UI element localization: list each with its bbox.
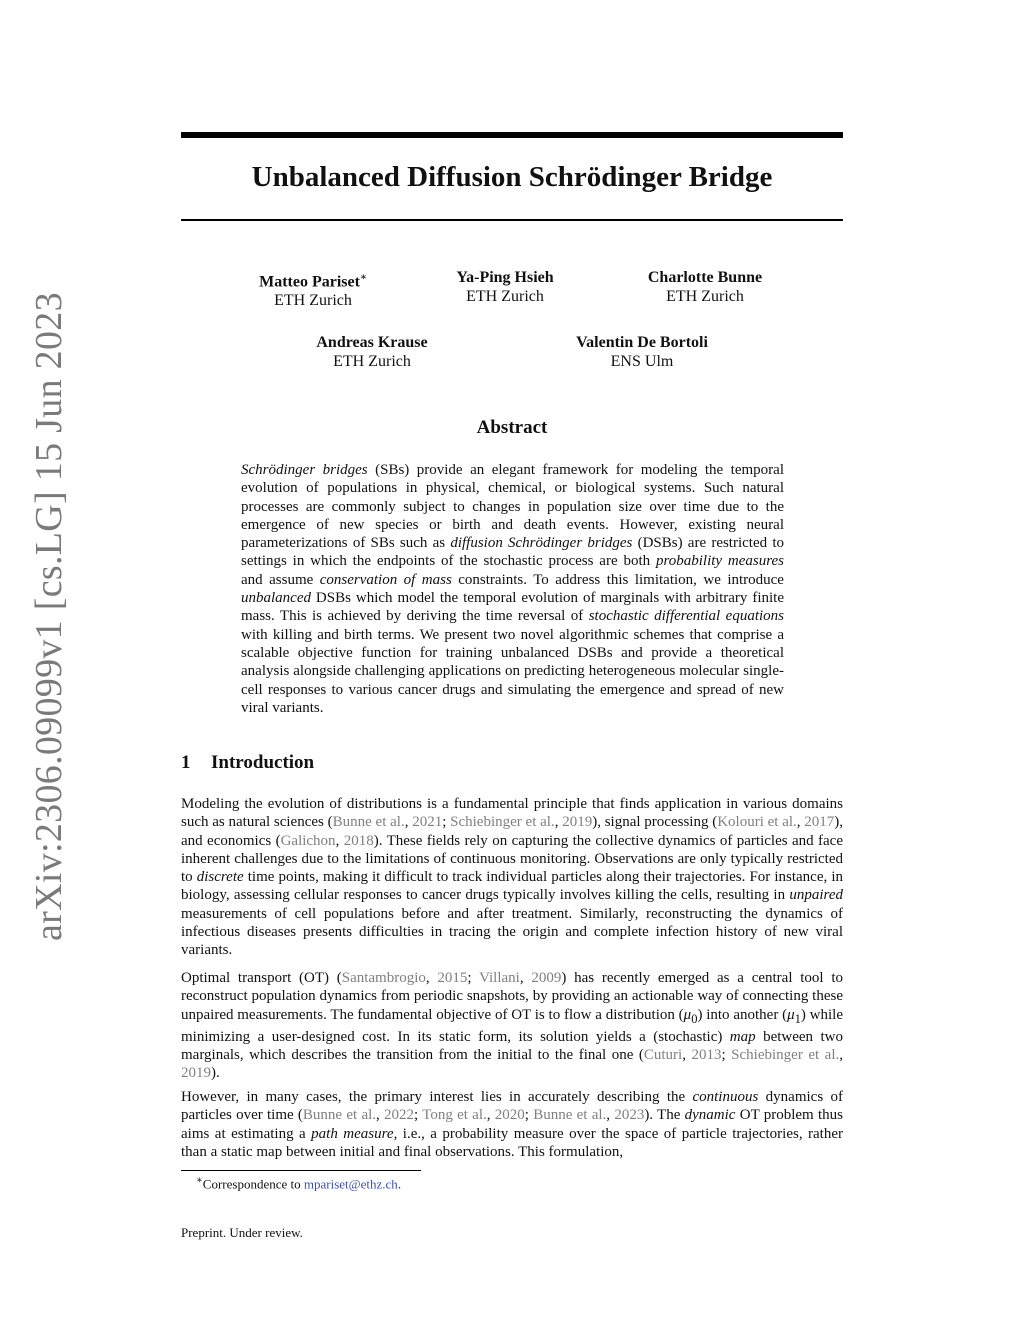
section-heading bbox=[181, 752, 314, 774]
preprint-notice: Preprint. Under review. bbox=[181, 1225, 303, 1240]
paper-title: Unbalanced Diffusion Schrödinger Bridge bbox=[251, 161, 773, 193]
author-affiliation: ETH Zurich bbox=[666, 288, 744, 305]
author-name: Matteo Pariset∗ bbox=[259, 272, 367, 291]
citation-link[interactable]: 2018 bbox=[343, 832, 374, 849]
citation-link[interactable]: 2022 bbox=[384, 1107, 415, 1124]
citation-link[interactable]: 2020 bbox=[494, 1107, 525, 1124]
author-name: Ya-Ping Hsieh bbox=[456, 269, 554, 286]
footnote: ∗Correspondence to mpariset@ethz.ch. bbox=[196, 1175, 402, 1192]
body-paragraph: Optimal transport (OT) (Santambrogio, 2015; Villani, 2009) has recently emerged as a central tool to reconstruct population dynamics from periodic snapshots, by providing an actionable way of connecting these unpaired measurements. The fundamental objective of OT is to flow a distribution $(\mu_0)$ into another $(\mu_1)$ while minimizing a user-designed cost. In its static form, its solution yields a (stochastic) map between two marginals, which describes the transition from the initial to the final one (Cuturi, 2013; Schiebinger et al., 2019). bbox=[181, 970, 844, 1082]
author-name: Valentin De Bortoli bbox=[576, 334, 708, 351]
citation-link[interactable]: Kolouri et al. bbox=[717, 814, 797, 831]
citation-link[interactable]: Schiebinger et al. bbox=[450, 814, 555, 831]
citation-link[interactable]: Villani bbox=[479, 970, 520, 986]
author-affiliation: ENS Ulm bbox=[610, 353, 674, 370]
citation-link[interactable]: Tong et al. bbox=[422, 1107, 487, 1124]
citation-link[interactable]: 2013 bbox=[691, 1047, 722, 1064]
citation-link[interactable]: Schiebinger et al. bbox=[731, 1047, 840, 1064]
section-number: 1 bbox=[181, 752, 191, 773]
footnote-rule bbox=[181, 1170, 421, 1171]
author-name: Charlotte Bunne bbox=[647, 269, 763, 286]
citation-link[interactable]: 2009 bbox=[531, 970, 562, 986]
citation-link[interactable]: Bunne et al. bbox=[302, 1107, 377, 1124]
citation-link[interactable]: Santambrogio bbox=[341, 970, 426, 986]
author-affiliation: ETH Zurich bbox=[274, 292, 352, 310]
citation-link[interactable]: 2015 bbox=[437, 970, 468, 986]
citation-link[interactable]: Bunne et al. bbox=[332, 814, 405, 831]
author-block bbox=[595, 268, 815, 306]
citation-link[interactable]: 2019 bbox=[562, 814, 593, 831]
citation-link[interactable]: 2017 bbox=[804, 814, 835, 831]
author-block bbox=[395, 268, 615, 306]
author-affiliation: ETH Zurich bbox=[466, 288, 544, 305]
citation-link[interactable]: Bunne et al. bbox=[533, 1107, 607, 1124]
body-paragraph: However, in many cases, the primary interest lies in accurately describing the continuous dynamics of particles over time (Bunne et al., 2022; Tong et al., 2020; Bunne et al., 2023). The dynamic OT problem thus aims at estimating a path measure, i.e., a probability measure over the space of particle trajectories, rather than a static map between initial and final observations. This formulation, bbox=[181, 1089, 844, 1160]
email-link[interactable]: mpariset@ethz.ch bbox=[303, 1176, 398, 1192]
author-name: Andreas Krause bbox=[316, 334, 428, 351]
citation-link[interactable]: 2019 bbox=[181, 1065, 211, 1082]
author-affiliation: ETH Zurich bbox=[333, 353, 411, 370]
title-top-rule bbox=[181, 132, 843, 138]
citation-link[interactable]: 2023 bbox=[614, 1107, 645, 1124]
citation-link[interactable]: 2021 bbox=[412, 814, 443, 831]
arxiv-identifier: arXiv:2306.09099v1 [cs.LG] 15 Jun 2023 bbox=[28, 292, 70, 941]
abstract-heading: Abstract bbox=[476, 417, 548, 438]
citation-link[interactable]: Galichon bbox=[280, 832, 336, 849]
title-bottom-rule bbox=[181, 219, 843, 221]
citation-link[interactable]: Cuturi bbox=[643, 1047, 683, 1064]
author-block bbox=[262, 333, 482, 371]
section-title: Introduction bbox=[211, 752, 315, 773]
abstract-text: Schrödinger bridges (SBs) provide an elegant framework for modeling the temporal evolution of populations in physical, chemical, or biological systems. Such natural processes are commonly subject to changes in population size over time due to the emergence of new species or birth and death events. However, existing neural parameterizations of SBs such as diffusion Schrödinger bridges (DSBs) are restricted to settings in which the endpoints of the stochastic process are both probability measures and assume conservation of mass constraints. To address this limitation, we introduce unbalanced DSBs which model the temporal evolution of marginals with arbitrary finite mass. This is achieved by deriving the time reversal of stochastic differential equations with killing and birth terms. We present two novel algorithmic schemes that comprise a scalable objective function for training unbalanced DSBs and provide a theoretical analysis alongside challenging applications on predicting heterogeneous molecular single-cell responses to various cancer drugs and simulating the emergence and spread of new viral variants. bbox=[241, 462, 785, 716]
author-block bbox=[203, 268, 423, 310]
author-block bbox=[532, 333, 752, 371]
body-paragraph: Modeling the evolution of distributions is a fundamental principle that finds application in various domains such as natural sciences (Bunne et al., 2021; Schiebinger et al., 2019), signal processing (Kolouri et al., 2017), and economics (Galichon, 2018). These fields rely on capturing the collective dynamics of particles and face inherent challenges due to the limitations of continuous monitoring. Observations are only typically restricted to discrete time points, making it difficult to track individual particles along their trajectories. For instance, in biology, assessing cellular responses to cancer drugs typically involves killing the cells, resulting in unpaired measurements of cell populations before and after treatment. Similarly, reconstructing the dynamics of infectious diseases presents difficulties in tracing the origin and complete infection history of new viral variants. bbox=[181, 796, 844, 959]
